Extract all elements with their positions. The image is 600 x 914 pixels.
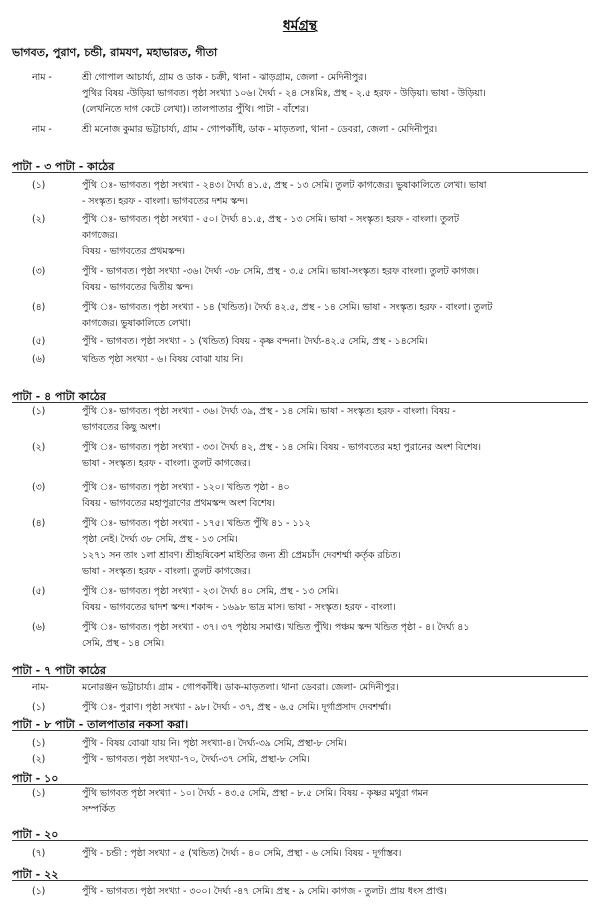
entry-text: পুঁথি - ভাগবত। পৃষ্ঠা সংখ্যা -৩৬। দৈর্ঘ্য -৩৮ সেমি, প্রস্থ - ৩.৫ সেমি। ভাষা-সংস্কৃত। হরফ বাংলা। তুলট কাগজ। bbox=[82, 266, 479, 277]
entry-number: (২) bbox=[32, 754, 46, 765]
entry-text: পুঁথি ঃ- ভাগবত। পৃষ্ঠা সংখ্যা - ৫০। দৈর্ঘ্য ৪১.৫, প্রস্থ - ১৩ সেমি। ভাষা - সংস্কৃত। হরফ - বাংলা। তুলট bbox=[82, 214, 459, 225]
entry-text: পুথির বিষয় -উড়িয়া ভাগবত। পৃষ্ঠা সংখ্যা ১০৬। দৈর্ঘ্য - ২৪ সেঃমিঃ, প্রস্থ - ২.৫ হরফ - উড়িয়া। ভাষা - উড়িয়া। bbox=[82, 88, 486, 99]
entry-number: (১) bbox=[32, 738, 46, 749]
entry-text: পুঁথি - চন্ডী : পৃষ্ঠা সংখ্যা - ৫ (খন্ডিত) দৈর্ঘ্য - ৪০ সেমি, প্রস্থা - ৬ সেমি। বিষয় - দূর্গাস্তব। bbox=[82, 848, 402, 859]
entry-text: ভাষা - সংস্কৃত। হরফ - বাংলা। তুলট কাগজের। bbox=[82, 566, 251, 577]
entry-text: পুঁথি ঃ- ভাগবত। পৃষ্ঠা সংখ্যা - ১২০। খন্ডিত পৃষ্ঠা - ৪০ bbox=[82, 482, 290, 493]
entry-text: পুঁথি ঃ- ভাগবত। পৃষ্ঠা সংখ্যা - ১৭৫। খন্ডিত পুঁথি ৪১ - ১১২ bbox=[82, 518, 311, 529]
entry-number: (১) bbox=[32, 788, 46, 799]
entry-text: পুঁথি ভাগবত পৃষ্ঠা সংখ্যা - ১০। দৈর্ঘ্য - ৪৩.৫ সেমি, প্রস্থা - ৮.৫ সেমি। বিষয় - কৃষ্ণর মথুরা গমন bbox=[82, 788, 429, 799]
subtitle: ভাগবত, পুরাণ, চন্ডী, রামযণ, মহাভারত, গীতা bbox=[12, 46, 218, 59]
entry-text: - সংস্কৃত। হরফ - বাংলা। ভাগবতের দশম স্কন্দ। bbox=[82, 196, 248, 207]
entry-number: (৩) bbox=[32, 266, 46, 277]
entry-text: সম্পর্কিত bbox=[82, 804, 116, 815]
section-heading: পাটা - ১০ bbox=[12, 772, 59, 785]
entry-text: মনোরঞ্জন ভট্টাচার্য্য। গ্রাম - গোপকাঁধি। ডাক-মাড়তলা। থানা ডেবরা। জেলা- মেদিনীপুর। bbox=[82, 682, 399, 693]
entry-number: (২) bbox=[32, 214, 46, 225]
section-heading: পাটা - ৪ পাটা কাঠের bbox=[12, 390, 106, 403]
entry-number: (৭) bbox=[32, 848, 46, 859]
entry-text: বিষয় - ভাগবতের দ্বাদশ স্কন্দ। শকাব্দ - ১৬৯৮ ভাদ্র মাস। ভাষা - সংস্কৃত। হরফ - বাংলা। bbox=[82, 602, 396, 613]
section-heading: পাটা - ২২ bbox=[12, 868, 59, 881]
entry-number: (৫) bbox=[32, 336, 46, 347]
entry-text: পুঁথি ঃ- ভাগবত। পৃষ্ঠা সংখ্যা - ২৪৩। দৈর্ঘ্য ৪১.৫, প্রস্থ - ১৩ সেমি। তুলট কাগজের। ভুষাকালিতে লেখা। ভাষা bbox=[82, 180, 487, 191]
entry-text: পুঁথি - বিষয় বোঝা যায় নি। পৃষ্ঠা সংখ্যা-৪। দৈর্ঘ্য-৩৯ সেমি, প্রস্থা-৮ সেমি। bbox=[82, 738, 347, 749]
entry-number: (৬) bbox=[32, 622, 46, 633]
entry-text: পৃষ্ঠা নেই। দৈর্ঘ্য ৩৮ সেমি, প্রস্থ - ১৩ সেমি। bbox=[82, 534, 238, 545]
entry-text: পুঁথি ঃ- ভাগবত। পৃষ্ঠা সংখ্যা - ৩৬। দৈর্ঘ্য ৩৯, প্রস্থ - ১৪ সেমি। ভাষা - সংস্কৃত। হরফ - বাংলা। বিষয় - bbox=[82, 406, 456, 417]
entry-number: (৪) bbox=[32, 302, 46, 313]
section-divider bbox=[12, 840, 588, 841]
entry-text: বিষয় - ভাগবতের মহাপুরাণের প্রথমস্কন্দ অংশ বিশেষ। bbox=[82, 498, 275, 509]
entry-text: শ্রী গোপাল আচার্য্য, গ্রাম ও ডাক - চক্রী, থানা - ঝাড়গ্রাম, জেলা - মেদিনীপুর। bbox=[82, 72, 367, 83]
page-title: ধর্মগ্রন্থ bbox=[282, 18, 318, 34]
entry-text: সেমি, প্রস্থ - ১৪ সেমি। bbox=[82, 638, 165, 649]
entry-number: (১) bbox=[32, 886, 46, 897]
section-heading: পাটা - ৮ পাটা - তালপাতার নকসা করা। bbox=[12, 718, 189, 731]
entry-text: শ্রী মনোজ কুমার ভট্টাচার্য্য, গ্রাম - গোপকাঁধি, ডাক - মাড়তলা, থানা - ডেবরা, জেলা - মেদিনীপুর। bbox=[82, 124, 438, 135]
entry-text: কাগজের। ভুষাকালিতে লেখা। bbox=[82, 318, 191, 329]
entry-text: পুঁথি - ভাগবত। পৃষ্ঠা সংখ্যা - ৩০০। দৈর্ঘ্য -৪৭ সেমি। প্রস্থ - ৯ সেমি। কাগজ - তুলট। প্রায় ধংস প্রাপ্ত। bbox=[82, 886, 447, 897]
entry-text: ১২৭১ সন তাং ১লা শ্রাবণ। শ্রীহৃষিকেশ মাইতির জন্য শ্রী প্রেমচাঁদ দেবশর্ম্মা কর্তৃক রচিত। bbox=[82, 550, 401, 561]
entry-text: পুঁথি ঃ- ভাগবত। পৃষ্ঠা সংখ্যা - ২৩। দৈর্ঘ্য ৪০ সেমি, প্রস্থ - ১৩ সেমি। bbox=[82, 586, 339, 597]
section-heading: পাটা - ২০ bbox=[12, 828, 59, 841]
entry-number: (৪) bbox=[32, 518, 46, 529]
entry-text: বিষয় - ভাগবতের প্রথমস্কন্দ। bbox=[82, 246, 185, 257]
entry-text: কাগজের। bbox=[82, 230, 118, 241]
section-divider bbox=[12, 784, 588, 785]
entry-number: নাম - bbox=[32, 72, 52, 83]
entry-text: পুঁথি - ভাগবত। পৃষ্ঠা সংখ্যা - ১ (খন্ডিত) বিষয় - কৃষ্ণ বন্দনা। দৈর্ঘ্য-৪২.৫ সেমি, প্রস্থ - ১৪সেমি। bbox=[82, 336, 428, 347]
entry-number: (১) bbox=[32, 180, 46, 191]
section-heading: পাটা - ৭ পাটা কাঠের bbox=[12, 664, 106, 677]
entry-text: পুঁথি ঃ- ভাগবত। পৃষ্ঠা সংখ্যা - ৩৩। দৈর্ঘ্য ৪২, প্রস্থ - ১৪ সেমি। বিষয় - ভাগবতের মহা পুরানের অংশ বিশেষ। bbox=[82, 442, 481, 453]
entry-number: (১) bbox=[32, 406, 46, 417]
entry-number: (৬) bbox=[32, 354, 46, 365]
entry-number: (৩) bbox=[32, 482, 46, 493]
entry-number: নাম- bbox=[32, 682, 49, 693]
section-divider bbox=[12, 880, 588, 881]
entry-text: ভাগবতের কিছু অংশ। bbox=[82, 422, 161, 433]
entry-number: (২) bbox=[32, 442, 46, 453]
entry-text: (লেখনিতে দাগ কেটে লেখা)। তালপাতার পুঁথি। পাটা - বাঁশের। bbox=[82, 104, 309, 115]
entry-number: নাম - bbox=[32, 124, 52, 135]
entry-text: পুঁথি - ভাগবত। পৃষ্ঠা সংখ্যা-৭০, দৈর্ঘ্য-৩৭ সেমি, প্রস্থা-৮ সেমি। bbox=[82, 754, 310, 765]
entry-text: ভাষা - সংস্কৃত। হরফ - বাংলা। তুলট কাগজের। bbox=[82, 458, 251, 469]
section-heading: পাটা - ৩ পাটা - কাঠের bbox=[12, 160, 115, 173]
entry-number: (১) bbox=[32, 702, 46, 713]
entry-text: বিষয় - ভাগবতের দ্বিতীয় স্কন্দ। bbox=[82, 282, 194, 293]
entry-text: পুঁথি ঃ- পুরাণ। পৃষ্ঠা সংখ্যা - ৯৮। দৈর্ঘ্য - ৩৭, প্রস্থ - ৬.৫ সেমি। দূর্গাপ্রসাদ দেবশর্ম্মা। bbox=[82, 702, 392, 713]
entry-text: খন্ডিত পৃষ্ঠা সংখ্যা - ৬। বিষয় বোঝা যায় নি। bbox=[82, 354, 244, 365]
entry-text: পুঁথি ঃ- ভাগবত। পৃষ্ঠা সংখ্যা - ৩৭। ৩৭ পৃষ্ঠায় সমাপ্ত। খন্ডিত পুঁথি। পঞ্চম স্কন্দ খন্ডিত পৃষ্ঠা - ৪। দৈর্ঘ্য ৪১ bbox=[82, 622, 470, 633]
entry-text: পুঁথি ঃ- ভাগবত। পৃষ্ঠা সংখ্যা - ১৪ (খন্ডিত)। দৈর্ঘ্য ৪২.৫, প্রস্থ - ১৪ সেমি। ভাষা - সংস্কৃত। হরফ - বাংলা। তুলট bbox=[82, 302, 493, 313]
entry-number: (৫) bbox=[32, 586, 46, 597]
